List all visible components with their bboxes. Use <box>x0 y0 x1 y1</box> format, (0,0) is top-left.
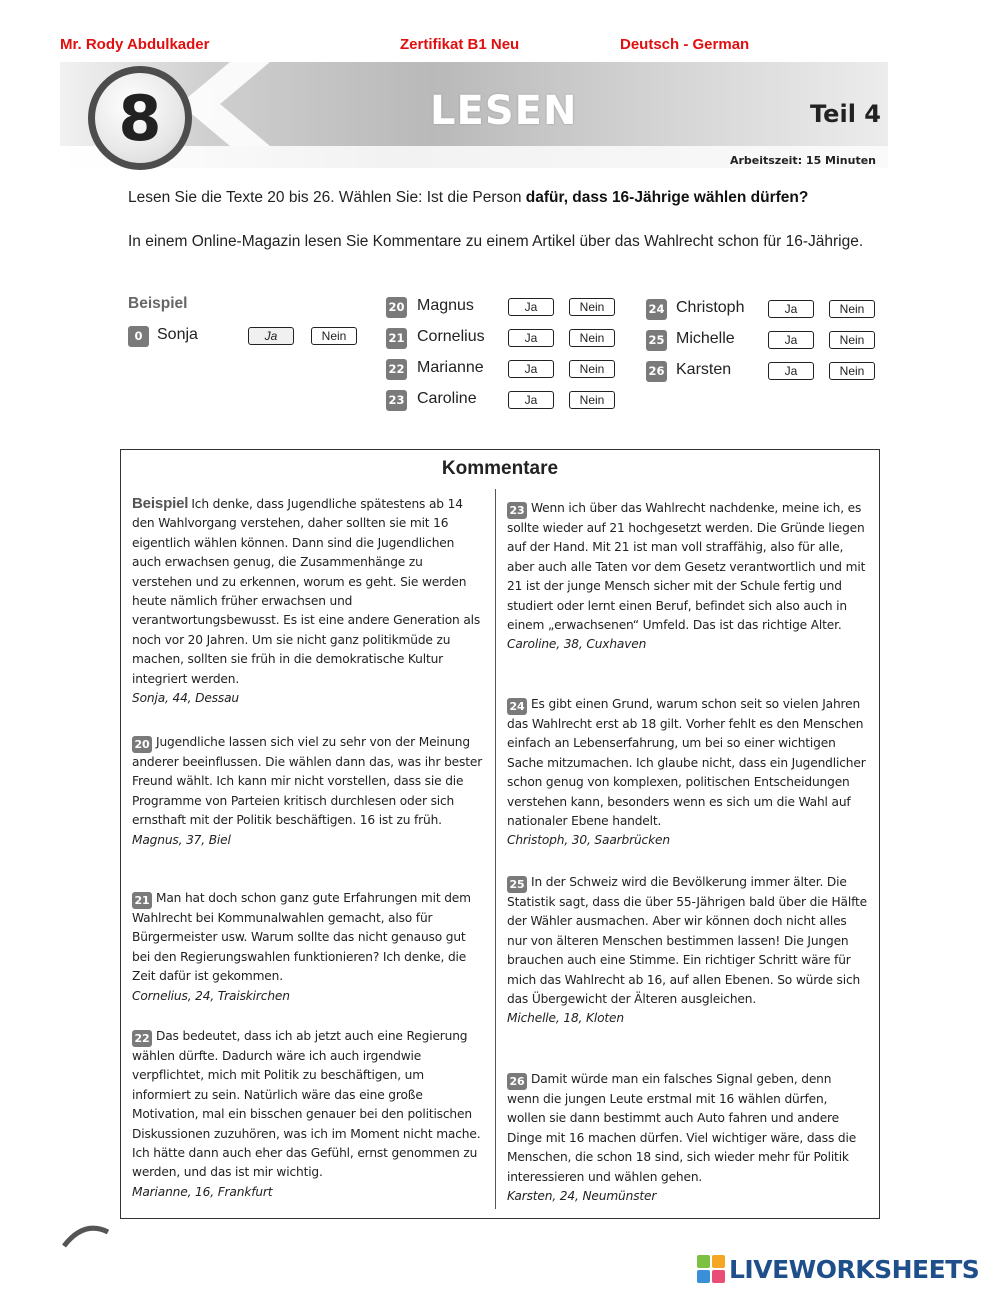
person-name: Michelle <box>676 330 735 347</box>
person-name: Karsten <box>676 361 732 378</box>
instruction-task <box>128 189 808 207</box>
comment-22 <box>132 1027 484 1202</box>
nein-button[interactable]: Nein <box>569 298 615 316</box>
comment-number-badge: 24 <box>507 698 527 715</box>
comment-text: Man hat doch schon ganz gute Erfahrungen mit dem Wahlrecht bei Kommunalwahlen gemacht, also für Bürgermeister usw. Warum sollte das nicht genauso gut bei den Regierungswahlen funktionieren? Ich denke, die Zeit dafür ist gekommen. <box>132 891 471 984</box>
person-name: Caroline <box>417 390 477 407</box>
column-divider <box>495 489 496 1209</box>
top-info-line <box>0 36 1000 56</box>
item-number-badge: 22 <box>386 359 407 380</box>
person-name: Magnus <box>417 297 474 314</box>
comment-25 <box>507 873 867 1029</box>
comment-text: In der Schweiz wird die Bevölkerung immer älter. Die Statistik sagt, dass die über 55-Jährigen bald über die Hälfte der Wähler ausmachen. Aber wir können doch nicht alles nur von älteren Menschen bestimmen lassen! Die Jungen brauchen auch eine Stimme. Ein richtiger Schritt wäre für mich das Wahlrecht ab 16, auf allen Ebenen. So würde sich das Übergewicht der Älteren ausgleichen. <box>507 875 868 1007</box>
comment-example <box>132 494 484 708</box>
ja-button[interactable]: Ja <box>768 300 814 318</box>
nein-button[interactable]: Nein <box>569 360 615 378</box>
person-name: Marianne <box>417 359 484 376</box>
chevron-decoration-icon <box>180 62 270 146</box>
nein-button[interactable]: Nein <box>311 327 357 345</box>
answer-row-25 <box>646 329 876 351</box>
comment-text: Wenn ich über das Wahlrecht nachdenke, meine ich, es sollte wieder auf 21 hochgesetzt werden. Die Gründe liegen auf der Hand. Mit 21 ist man voll straffähig, also für alle, aber auch alle Taten vor dem Gesetz verantwortlich und mit 21 ist der junge Mensch sicher mit der Schule fertig und studiert oder lernt einen Beruf, befindet sich also auch in einem „erwachsenen“ Umfeld. Das ist das richtige Alter. <box>507 501 866 633</box>
working-time: Arbeitszeit: 15 Minuten <box>729 154 876 167</box>
comment-number-badge: 20 <box>132 736 152 753</box>
comment-author: Michelle, 18, Kloten <box>507 1011 624 1026</box>
answer-row-24 <box>646 298 876 320</box>
nein-button[interactable]: Nein <box>829 362 875 380</box>
answer-row-22 <box>386 358 626 380</box>
example-tag: Beispiel <box>132 495 189 512</box>
part-label: Teil 4 <box>810 100 881 128</box>
comment-author: Christoph, 30, Saarbrücken <box>507 833 670 848</box>
comment-number-badge: 26 <box>507 1073 527 1090</box>
comment-26 <box>507 1070 867 1206</box>
example-label: Beispiel <box>128 295 188 312</box>
comment-author: Karsten, 24, Neumünster <box>507 1189 657 1204</box>
comment-author: Marianne, 16, Frankfurt <box>132 1184 273 1199</box>
ja-button[interactable]: Ja <box>508 298 554 316</box>
comment-text: Jugendliche lassen sich viel zu sehr von der Meinung anderer beeinflussen. Die wählen dann das, was ihr bester Freund wählt. Ich kann mir nicht vorstellen, dass sie die Programme von Parteien kritisch durchlesen oder sich ernsthaft mit der Politik beschäftigen. 16 ist zu früh. <box>132 735 483 828</box>
unit-number-badge: 8 <box>88 66 192 170</box>
comment-author: Caroline, 38, Cuxhaven <box>507 637 647 652</box>
liveworksheets-logo[interactable] <box>697 1254 979 1284</box>
comment-21 <box>132 889 484 1006</box>
comment-text: Damit würde man ein falsches Signal geben, denn wenn die jungen Leute erstmal mit 16 wählen dürfen, wollen sie dann bestimmt auch Auto fahren und andere Dinge mit 16 machen dürfen. Viel wichtiger wäre, dass die Menschen, die schon 18 sind, sich wieder mehr für Politik interessieren und wählen gehen. <box>507 1072 857 1184</box>
person-name: Cornelius <box>417 328 485 345</box>
answer-row-26 <box>646 360 876 382</box>
liveworksheets-wordmark: LIVEWORKSHEETS <box>729 1254 980 1284</box>
course-name: Zertifikat B1 Neu <box>400 36 520 53</box>
answer-row-example <box>128 325 368 347</box>
comments-title: Kommentare <box>441 458 559 479</box>
answer-row-21 <box>386 327 626 349</box>
nein-button[interactable]: Nein <box>569 391 615 409</box>
comment-text: Das bedeutet, dass ich ab jetzt auch eine Regierung wählen dürfte. Dadurch wäre ich auch irgendwie verpflichtet, mich mit Politik zu beschäftigen, um informiert zu sein. Natürlich wäre das eine große Motivation, mal ein bisschen genauer bei den politischen Diskussionen zuzuhören, was ich im Moment nicht mache. Ich hätte dann auch eher das Gefühl, ernst genommen zu werden, und das ist mir wichtig. <box>132 1029 481 1180</box>
item-number-badge: 26 <box>646 361 667 382</box>
section-title: LESEN <box>430 88 578 134</box>
ja-button[interactable]: Ja <box>768 331 814 349</box>
comment-author: Cornelius, 24, Traiskirchen <box>132 988 290 1003</box>
item-number-badge: 20 <box>386 297 407 318</box>
person-name: Christoph <box>676 299 745 316</box>
item-number-badge: 25 <box>646 330 667 351</box>
page-corner-arc-icon <box>62 1218 110 1248</box>
instruction-task-bold: dafür, dass 16-Jährige wählen dürfen? <box>525 189 809 206</box>
person-name: Sonja <box>157 326 198 343</box>
instruction-task-prefix: Lesen Sie die Texte 20 bis 26. Wählen Sie: Ist die Person <box>128 189 526 206</box>
comment-text: Ich denke, dass Jugendliche spätestens ab 14 den Wahlvorgang verstehen, daher sollten sie mit 16 eigentlich wählen können. Dann sind die Jugendlichen auch erwachsen genug, die Zusammenhänge zu verstehen und zu erkennen, worum es geht. Sie werden heute nämlich früher erwachsen und verantwortungsbewusst. Es ist eine andere Generation als noch vor 20 Jahren. Um sie nicht ganz politikmüde zu machen, sollten sie früh in die demokratische Kultur integriert werden. <box>132 497 481 686</box>
liveworksheets-cubes-icon <box>697 1255 725 1283</box>
nein-button[interactable]: Nein <box>829 300 875 318</box>
comment-author: Sonja, 44, Dessau <box>132 691 240 706</box>
item-number-badge: 0 <box>128 326 149 347</box>
answer-row-20 <box>386 296 626 318</box>
ja-button[interactable]: Ja <box>508 391 554 409</box>
nein-button[interactable]: Nein <box>569 329 615 347</box>
language-label: Deutsch - German <box>620 36 750 53</box>
comment-text: Es gibt einen Grund, warum schon seit so vielen Jahren das Wahlrecht erst ab 18 gilt. Vorher fehlt es den Menschen einfach an Lebenserfahrung, um bei so einer wichtigen Sache mitzumachen. Ich glaube nicht, dass ein Jugendlicher schon genug von komplexen, politischen Entscheidungen verstehen kann, besonders wenn es sich um die Wahl auf nationaler Ebene handelt. <box>507 697 866 829</box>
comment-24 <box>507 695 867 851</box>
ja-button[interactable]: Ja <box>508 360 554 378</box>
nein-button[interactable]: Nein <box>829 331 875 349</box>
comment-author: Magnus, 37, Biel <box>132 832 231 847</box>
instruction-context: In einem Online-Magazin lesen Sie Kommentare zu einem Artikel über das Wahlrecht schon für 16-Jährige. <box>128 233 864 250</box>
ja-button[interactable]: Ja <box>508 329 554 347</box>
answer-row-23 <box>386 389 626 411</box>
ja-button[interactable]: Ja <box>768 362 814 380</box>
item-number-badge: 24 <box>646 299 667 320</box>
comment-number-badge: 25 <box>507 876 527 893</box>
comment-number-badge: 21 <box>132 892 152 909</box>
item-number-badge: 23 <box>386 390 407 411</box>
ja-button[interactable]: Ja <box>248 327 294 345</box>
comment-number-badge: 22 <box>132 1030 152 1047</box>
item-number-badge: 21 <box>386 328 407 349</box>
comment-20 <box>132 733 484 850</box>
comment-23 <box>507 499 867 655</box>
teacher-name: Mr. Rody Abdulkader <box>60 36 210 53</box>
comment-number-badge: 23 <box>507 502 527 519</box>
